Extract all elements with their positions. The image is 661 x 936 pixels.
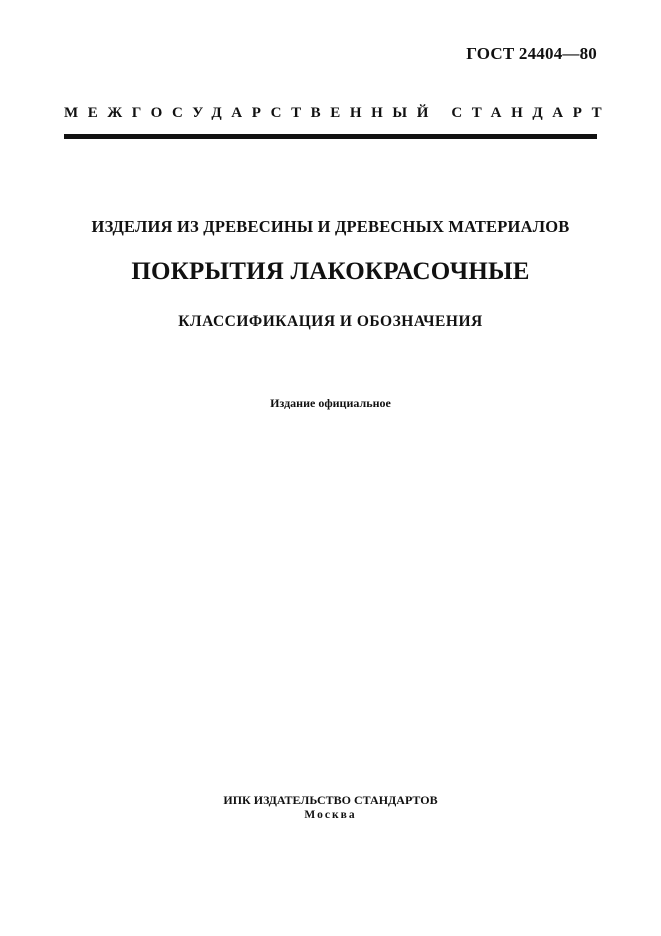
edition-note: Издание официальное xyxy=(270,396,391,410)
title-subtitle: КЛАССИФИКАЦИЯ И ОБОЗНАЧЕНИЯ xyxy=(178,313,483,330)
header-rule xyxy=(64,134,597,139)
title-subject: ИЗДЕЛИЯ ИЗ ДРЕВЕСИНЫ И ДРЕВЕСНЫХ МАТЕРИАЛОВ xyxy=(91,217,570,236)
document-number: ГОСТ 24404—80 xyxy=(466,44,597,63)
publisher-city: Москва xyxy=(304,809,357,821)
page-title: ПОКРЫТИЯ ЛАКОКРАСОЧНЫЕ xyxy=(131,258,530,285)
standard-type-heading: МЕЖГОСУДАРСТВЕННЫЙ СТАНДАРТ xyxy=(64,105,612,121)
publisher-name: ИПК ИЗДАТЕЛЬСТВО СТАНДАРТОВ xyxy=(223,793,438,807)
